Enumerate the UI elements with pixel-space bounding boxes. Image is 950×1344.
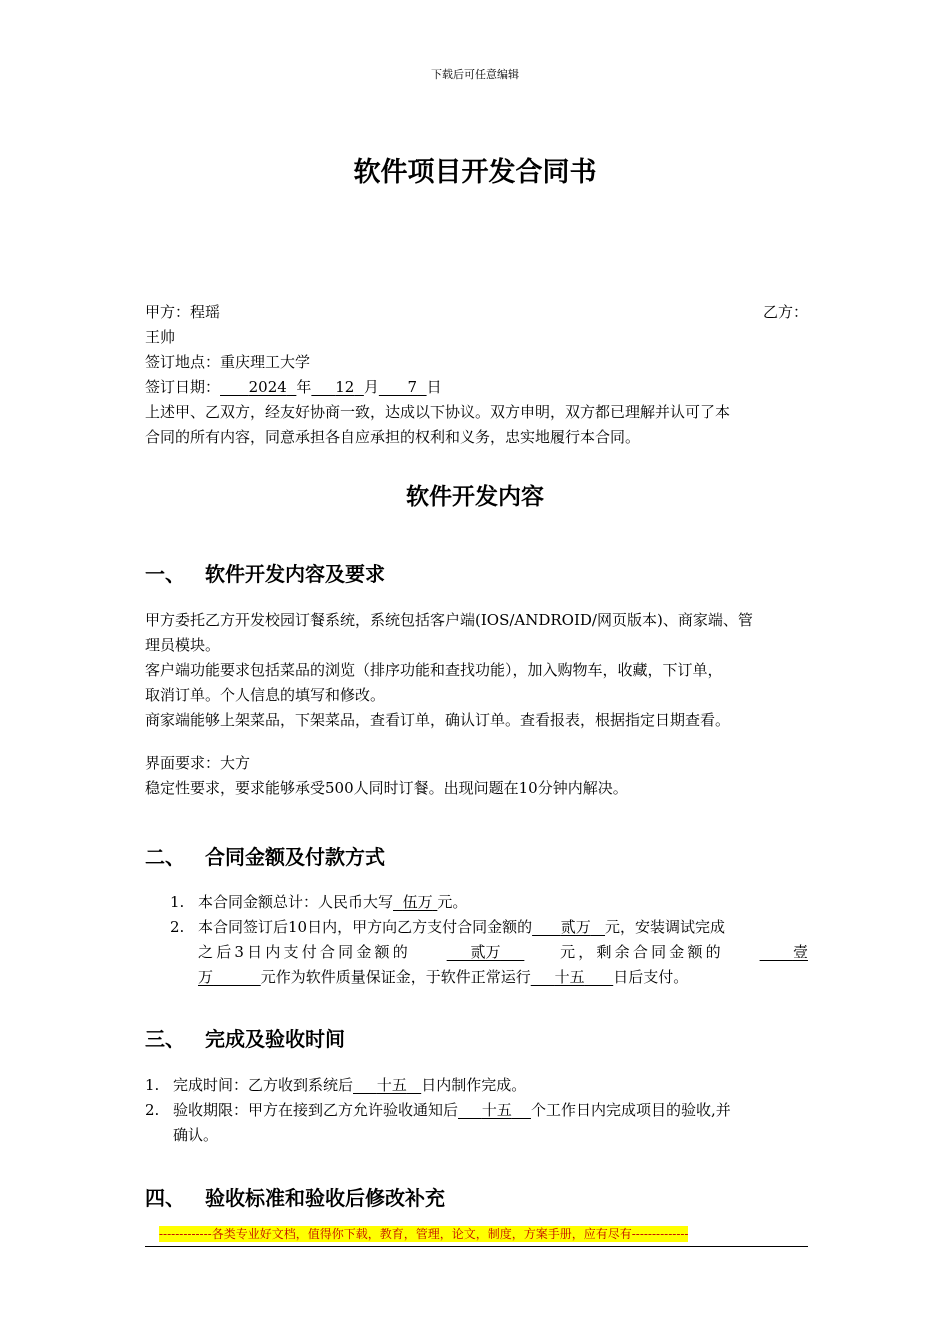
list-line xyxy=(198,965,808,990)
paragraph-line: 商家端能够上架菜品，下架菜品，查看订单，确认订单。查看报表，根据指定日期查看。 xyxy=(145,711,731,729)
sign-place-line xyxy=(145,350,808,375)
amount-blank xyxy=(393,893,437,911)
list-text: 元，剩余合同金额的 xyxy=(560,943,724,961)
amount-blank xyxy=(198,968,261,986)
day-char: 日 xyxy=(426,378,442,396)
amount-value: 贰万 xyxy=(560,918,591,936)
party-a-name: 程瑶 xyxy=(190,303,221,321)
list-number: 1. xyxy=(145,1076,160,1094)
payment-list xyxy=(170,890,808,990)
list-text: 个工作日内完成项目的验收,并 xyxy=(530,1101,731,1119)
section-heading-4 xyxy=(145,1182,445,1211)
acceptance-list xyxy=(145,1073,808,1148)
footer-text: -------------各类专业好文档，值得你下载，教育，管理，论文，制度，方案手册，应有尽有-------------- xyxy=(159,1227,689,1241)
section-number: 一、 xyxy=(145,562,185,586)
section-heading-2 xyxy=(145,841,385,870)
list-text: 元，安装调试完成 xyxy=(605,918,726,936)
days-blank xyxy=(531,968,613,986)
days-value: 十五 xyxy=(376,1076,407,1094)
amount-value: 伍万 xyxy=(402,893,433,911)
sign-month: 12 xyxy=(335,378,355,396)
list-item xyxy=(170,915,808,990)
list-item xyxy=(170,890,808,915)
list-line: 确认。 xyxy=(173,1126,219,1144)
amount-value: 万 xyxy=(198,968,214,986)
days-value: 十五 xyxy=(481,1101,512,1119)
days-value: 十五 xyxy=(554,968,585,986)
section-title: 软件开发内容及要求 xyxy=(205,562,385,586)
list-text: 元作为软件质量保证金，于软件正常运行 xyxy=(260,968,531,986)
section-1-body xyxy=(145,608,808,801)
list-text: 本合同签订后10日内，甲方向乙方支付合同金额的 xyxy=(198,918,533,936)
days-blank xyxy=(458,1101,531,1119)
party-a-label: 甲方： xyxy=(145,303,191,321)
list-number: 2. xyxy=(145,1101,160,1119)
month-char: 月 xyxy=(363,378,379,396)
list-text: 日后支付。 xyxy=(613,968,689,986)
sign-date-line xyxy=(145,375,808,400)
list-item xyxy=(145,1098,808,1148)
amount-value: 贰万 xyxy=(470,943,501,961)
section-subtitle: 软件开发内容 xyxy=(406,484,544,510)
sign-date-label: 签订日期： xyxy=(145,378,221,396)
preamble-line-1: 上述甲、乙双方，经友好协商一致，达成以下协议。双方申明，双方都已理解并认可了本 xyxy=(145,403,731,421)
year-char: 年 xyxy=(296,378,312,396)
section-number: 三、 xyxy=(145,1027,185,1051)
amount-blank xyxy=(760,940,808,965)
sign-year-blank xyxy=(220,378,296,396)
header-note: 下载后可任意编辑 xyxy=(431,68,519,81)
list-number: 1. xyxy=(170,893,185,911)
paragraph-line: 取消订单。个人信息的填写和修改。 xyxy=(145,686,386,704)
list-item xyxy=(145,1073,808,1098)
sign-day: 7 xyxy=(407,378,418,396)
paragraph-line: 界面要求：大方 xyxy=(145,754,251,772)
list-text: 之后3日内支付合同金额的 xyxy=(198,943,411,961)
paragraph-line: 甲方委托乙方开发校园订餐系统，系统包括客户端(IOS/ANDROID/网页版本)、商家端、管 xyxy=(145,611,753,629)
list-text: 本合同金额总计：人民币大写 xyxy=(198,893,394,911)
section-title: 完成及验收时间 xyxy=(205,1027,345,1051)
amount-blank xyxy=(532,918,605,936)
amount-blank xyxy=(447,940,525,965)
list-text: 完成时间：乙方收到系统后 xyxy=(173,1076,354,1094)
list-text: 元。 xyxy=(437,893,468,911)
list-line xyxy=(198,915,808,940)
section-heading-1 xyxy=(145,558,385,587)
list-line xyxy=(173,1098,808,1123)
section-title: 验收标准和验收后修改补充 xyxy=(205,1186,445,1210)
list-number: 2. xyxy=(170,918,185,936)
sign-month-blank xyxy=(311,378,363,396)
party-line xyxy=(145,300,808,325)
list-line xyxy=(198,940,808,965)
days-blank xyxy=(353,1076,421,1094)
paragraph-line: 客户端功能要求包括菜品的浏览（排序功能和查找功能），加入购物车，收藏，下订单， xyxy=(145,661,723,679)
page-title: 软件项目开发合同书 xyxy=(353,157,597,188)
sign-place-value: 重庆理工大学 xyxy=(220,353,311,371)
sign-day-blank xyxy=(379,378,427,396)
sign-place-label: 签订地点： xyxy=(145,353,221,371)
party-b-name: 王帅 xyxy=(145,328,176,346)
section-number: 四、 xyxy=(145,1186,185,1210)
footer-banner xyxy=(145,1226,808,1247)
parties-block xyxy=(145,300,808,450)
paragraph-line: 理员模块。 xyxy=(145,636,221,654)
sign-year: 2024 xyxy=(248,378,287,396)
list-text: 日内制作完成。 xyxy=(421,1076,527,1094)
list-text: 验收期限：甲方在接到乙方允许验收通知后 xyxy=(173,1101,459,1119)
amount-value: 壹 xyxy=(792,943,808,961)
spacer xyxy=(145,733,808,751)
party-b-label: 乙方： xyxy=(762,303,808,321)
preamble-line-2: 合同的所有内容，同意承担各自应承担的权利和义务，忠实地履行本合同。 xyxy=(145,428,641,446)
section-number: 二、 xyxy=(145,845,185,869)
paragraph-line: 稳定性要求，要求能够承受500人同时订餐。出现问题在10分钟内解决。 xyxy=(145,779,628,797)
section-title: 合同金额及付款方式 xyxy=(205,845,385,869)
section-heading-3 xyxy=(145,1023,345,1052)
